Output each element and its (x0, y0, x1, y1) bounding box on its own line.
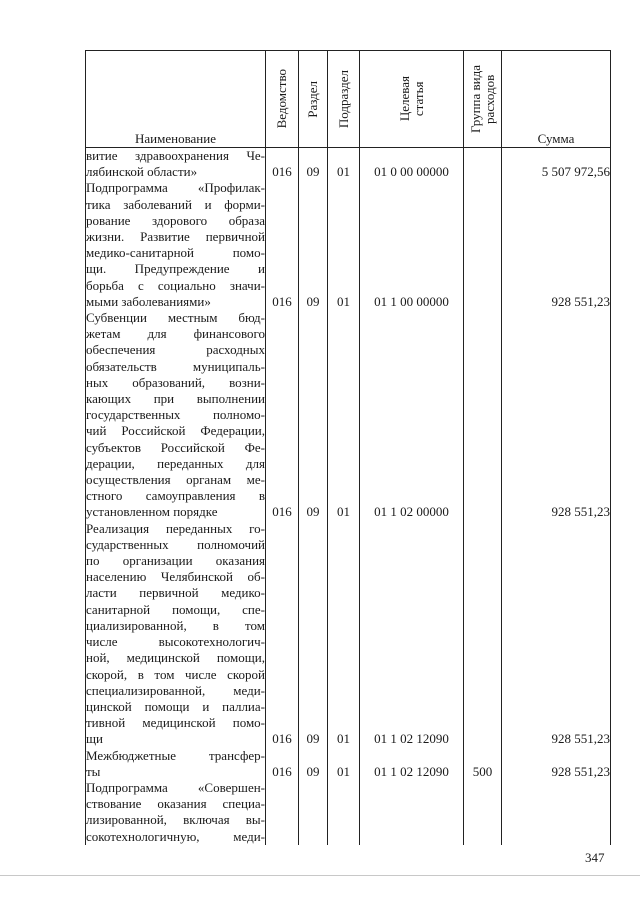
row-name (86, 780, 266, 845)
row-name (86, 521, 266, 748)
row-name-line: жизни. Развитие первичной (86, 229, 265, 245)
row-name-line: обеспечения расходных (86, 342, 265, 358)
row-name-line: борьба с социально значи- (86, 277, 265, 293)
row-sum: 928 551,23 (502, 310, 611, 521)
row-subsection: 01 (328, 180, 360, 310)
row-target-article: 01 0 00 00000 (360, 148, 464, 181)
row-name-line: стного самоуправления в (86, 488, 265, 504)
row-section: 09 (299, 748, 328, 780)
row-ministry: 016 (266, 180, 299, 310)
row-name-line: мыми заболеваниями» (86, 293, 211, 309)
header-section: Раздел (299, 51, 328, 148)
row-name-line: ной, медицинской помощи, (86, 650, 265, 666)
row-name-line: специализированной, меди- (86, 682, 265, 698)
row-section (299, 780, 328, 845)
row-subsection (328, 780, 360, 845)
row-subsection: 01 (328, 521, 360, 748)
row-sum: 928 551,23 (502, 748, 611, 780)
row-name-line: дерации, переданных для (86, 455, 265, 471)
row-subsection: 01 (328, 148, 360, 181)
row-name-line: жетам для финансового (86, 326, 265, 342)
row-sum: 5 507 972,56 (502, 148, 611, 181)
row-name (86, 310, 266, 521)
row-name-line: обязательств муниципаль- (86, 358, 265, 374)
row-name-line: осуществления органам ме- (86, 472, 265, 488)
header-subsection: Подраздел (328, 51, 360, 148)
row-name-line: рование здорового образа (86, 212, 265, 228)
row-expense-group (464, 148, 502, 181)
row-name-line: медико-санитарной помо- (86, 245, 265, 261)
table-row (86, 748, 611, 780)
row-ministry: 016 (266, 748, 299, 780)
row-name-line: санитарной помощи, спе- (86, 601, 265, 617)
row-name-line: тивной медицинской помо- (86, 715, 265, 731)
row-name-line: Подпрограмма «Совершен- (86, 779, 265, 795)
row-section: 09 (299, 521, 328, 748)
table-row (86, 521, 611, 748)
row-sum: 928 551,23 (502, 521, 611, 748)
row-name-line: ласти первичной медико- (86, 585, 265, 601)
row-expense-group (464, 310, 502, 521)
table-row (86, 780, 611, 845)
row-name-line: субъектов Российской Фе- (86, 439, 265, 455)
row-target-article (360, 780, 464, 845)
row-name-line: ных образований, возни- (86, 374, 265, 390)
row-name-line: по организации оказания (86, 553, 265, 569)
table-body (86, 148, 611, 845)
row-name-line: щи. Предупреждение и (86, 261, 265, 277)
row-name-line: ты (86, 763, 101, 779)
row-sum: 928 551,23 (502, 180, 611, 310)
row-section: 09 (299, 148, 328, 181)
page-number: 347 (585, 850, 605, 865)
row-name-line: кающих при выполнении (86, 391, 265, 407)
row-ministry: 016 (266, 310, 299, 521)
row-expense-group (464, 180, 502, 310)
row-target-article: 01 1 02 12090 (360, 521, 464, 748)
row-target-article: 01 1 00 00000 (360, 180, 464, 310)
row-name-line: витие здравоохранения Че- (86, 148, 265, 163)
row-name-line: Подпрограмма «Профилак- (86, 180, 265, 196)
row-name-line: сударственных полномочий (86, 536, 265, 552)
row-name-line: чий Российской Федерации, (86, 423, 265, 439)
table-row (86, 180, 611, 310)
row-name-line: тика заболеваний и форми- (86, 196, 265, 212)
row-name-line: Реализация переданных го- (86, 520, 265, 536)
row-name (86, 148, 266, 181)
row-section: 09 (299, 180, 328, 310)
header-target-article: Целевая статья (360, 51, 464, 148)
table-row (86, 148, 611, 181)
table-row (86, 310, 611, 521)
header-ministry: Ведомство (266, 51, 299, 148)
row-subsection: 01 (328, 748, 360, 780)
row-name-line: Субвенции местным бюд- (86, 310, 265, 326)
row-name-line: населению Челябинской об- (86, 569, 265, 585)
row-target-article: 01 1 02 12090 (360, 748, 464, 780)
row-name-line: государственных полномо- (86, 407, 265, 423)
row-ministry: 016 (266, 521, 299, 748)
row-name-line: числе высокотехнологич- (86, 634, 265, 650)
row-name-line: лябинской области» (86, 164, 198, 180)
row-expense-group (464, 521, 502, 748)
header-expense-group: Группа вида расходов (464, 51, 502, 148)
budget-table (85, 50, 611, 845)
row-subsection: 01 (328, 310, 360, 521)
row-expense-group: 500 (464, 748, 502, 780)
header-name: Наименование (86, 51, 266, 148)
footer-divider (0, 875, 640, 876)
row-section: 09 (299, 310, 328, 521)
table-header-row (86, 51, 611, 148)
row-name-line: сокотехнологичную, меди- (86, 828, 265, 844)
row-name-line: цинской помощи и паллиа- (86, 698, 265, 714)
row-target-article: 01 1 02 00000 (360, 310, 464, 521)
row-ministry (266, 780, 299, 845)
row-ministry: 016 (266, 148, 299, 181)
row-name-line: ствование оказания специа- (86, 796, 265, 812)
row-name-line: щи (86, 731, 103, 747)
row-name-line: циализированной, в том (86, 617, 265, 633)
row-name (86, 180, 266, 310)
row-sum (502, 780, 611, 845)
row-expense-group (464, 780, 502, 845)
header-sum: Сумма (502, 51, 611, 148)
row-name-line: лизированной, включая вы- (86, 812, 265, 828)
row-name-line: установленном порядке (86, 504, 218, 520)
row-name (86, 748, 266, 780)
row-name-line: Межбюджетные трансфер- (86, 747, 265, 763)
row-name-line: скорой, в том числе скорой (86, 666, 265, 682)
